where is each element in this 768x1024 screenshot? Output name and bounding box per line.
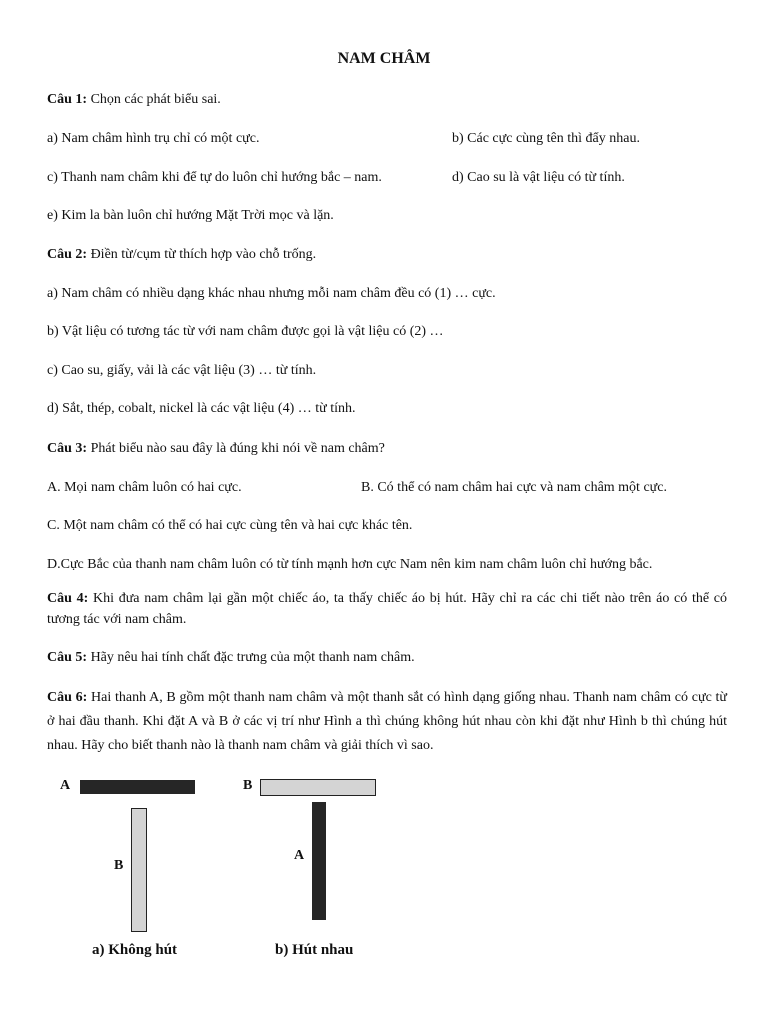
- question-2-label: Câu 2:: [47, 247, 88, 262]
- figure-b-top-label: B: [243, 778, 253, 793]
- q1-option-e: e) Kim la bàn luôn chỉ hướng Mặt Trời mọc và lặn.: [47, 208, 334, 223]
- question-5-text: Hãy nêu hai tính chất đặc trưng của một thanh nam châm.: [87, 650, 415, 665]
- question-1: [47, 92, 221, 108]
- question-4: [47, 588, 727, 630]
- q3-option-c: C. Một nam châm có thể có hai cực cùng tên và hai cực khác tên.: [47, 518, 413, 533]
- q3-option-b: B. Có thể có nam châm hai cực và nam châm một cực.: [361, 480, 667, 495]
- figure-b-bar-a: [312, 802, 326, 920]
- q3-option-a: A. Mọi nam châm luôn có hai cực.: [47, 480, 242, 495]
- question-5: [47, 650, 415, 666]
- q2-item-a: a) Nam châm có nhiều dạng khác nhau nhưng mỗi nam châm đều có (1) … cực.: [47, 286, 496, 301]
- question-1-text: Chọn các phát biểu sai.: [87, 92, 221, 107]
- figure-b-caption: b) Hút nhau: [275, 942, 354, 958]
- question-2: [47, 247, 316, 263]
- figure-a-bar-b: [131, 808, 147, 932]
- question-6-text: Hai thanh A, B gồm một thanh nam châm và một thanh sắt có hình dạng giống nhau. Thanh nam châm có cực từ ở hai đầu thanh. Khi đặt A và B ở các vị trí như Hình a thì chúng không hút nhau còn khi đặt như Hình b thì chúng hút nhau. Hãy cho biết thanh nào là thanh nam châm và giải thích vì sao.: [47, 690, 727, 753]
- q2-item-d: d) Sắt, thép, cobalt, nickel là các vật liệu (4) … từ tính.: [47, 401, 356, 416]
- question-6: [47, 686, 727, 758]
- figure-b-side-label: A: [294, 848, 305, 863]
- question-6-label: Câu 6:: [47, 690, 88, 705]
- figure-a-side-label: B: [114, 858, 124, 873]
- q2-item-b: b) Vật liệu có tương tác từ với nam châm được gọi là vật liệu có (2) …: [47, 324, 444, 339]
- q3-option-d: D.Cực Bắc của thanh nam châm luôn có từ tính mạnh hơn cực Nam nên kim nam châm luôn chỉ hướng bắc.: [47, 557, 653, 572]
- question-4-text: Khi đưa nam châm lại gần một chiếc áo, ta thấy chiếc áo bị hút. Hãy chỉ ra các chi tiết nào trên áo có thể có tương tác với nam châm.: [47, 591, 727, 627]
- figure-a-top-label: A: [60, 778, 71, 793]
- q2-item-c: c) Cao su, giấy, vải là các vật liệu (3) … từ tính.: [47, 363, 317, 378]
- figure-a-caption: a) Không hút: [92, 942, 178, 958]
- q1-option-b: b) Các cực cùng tên thì đẩy nhau.: [452, 131, 640, 146]
- q1-option-a: a) Nam châm hình trụ chỉ có một cực.: [47, 131, 260, 146]
- question-4-label: Câu 4:: [47, 591, 89, 606]
- q1-option-c: c) Thanh nam châm khi để tự do luôn chỉ hướng bắc – nam.: [47, 170, 382, 185]
- document-title: NAM CHÂM: [337, 50, 431, 67]
- question-1-label: Câu 1:: [47, 92, 88, 107]
- q1-option-d: d) Cao su là vật liệu có từ tính.: [452, 170, 625, 185]
- question-3: [47, 441, 385, 457]
- question-3-text: Phát biểu nào sau đây là đúng khi nói về nam châm?: [87, 441, 385, 456]
- question-5-label: Câu 5:: [47, 650, 88, 665]
- question-2-text: Điền từ/cụm từ thích hợp vào chỗ trống.: [87, 247, 317, 262]
- figure-b-bar-b: [260, 779, 376, 796]
- figure-a-bar-a: [80, 780, 195, 794]
- question-3-label: Câu 3:: [47, 441, 88, 456]
